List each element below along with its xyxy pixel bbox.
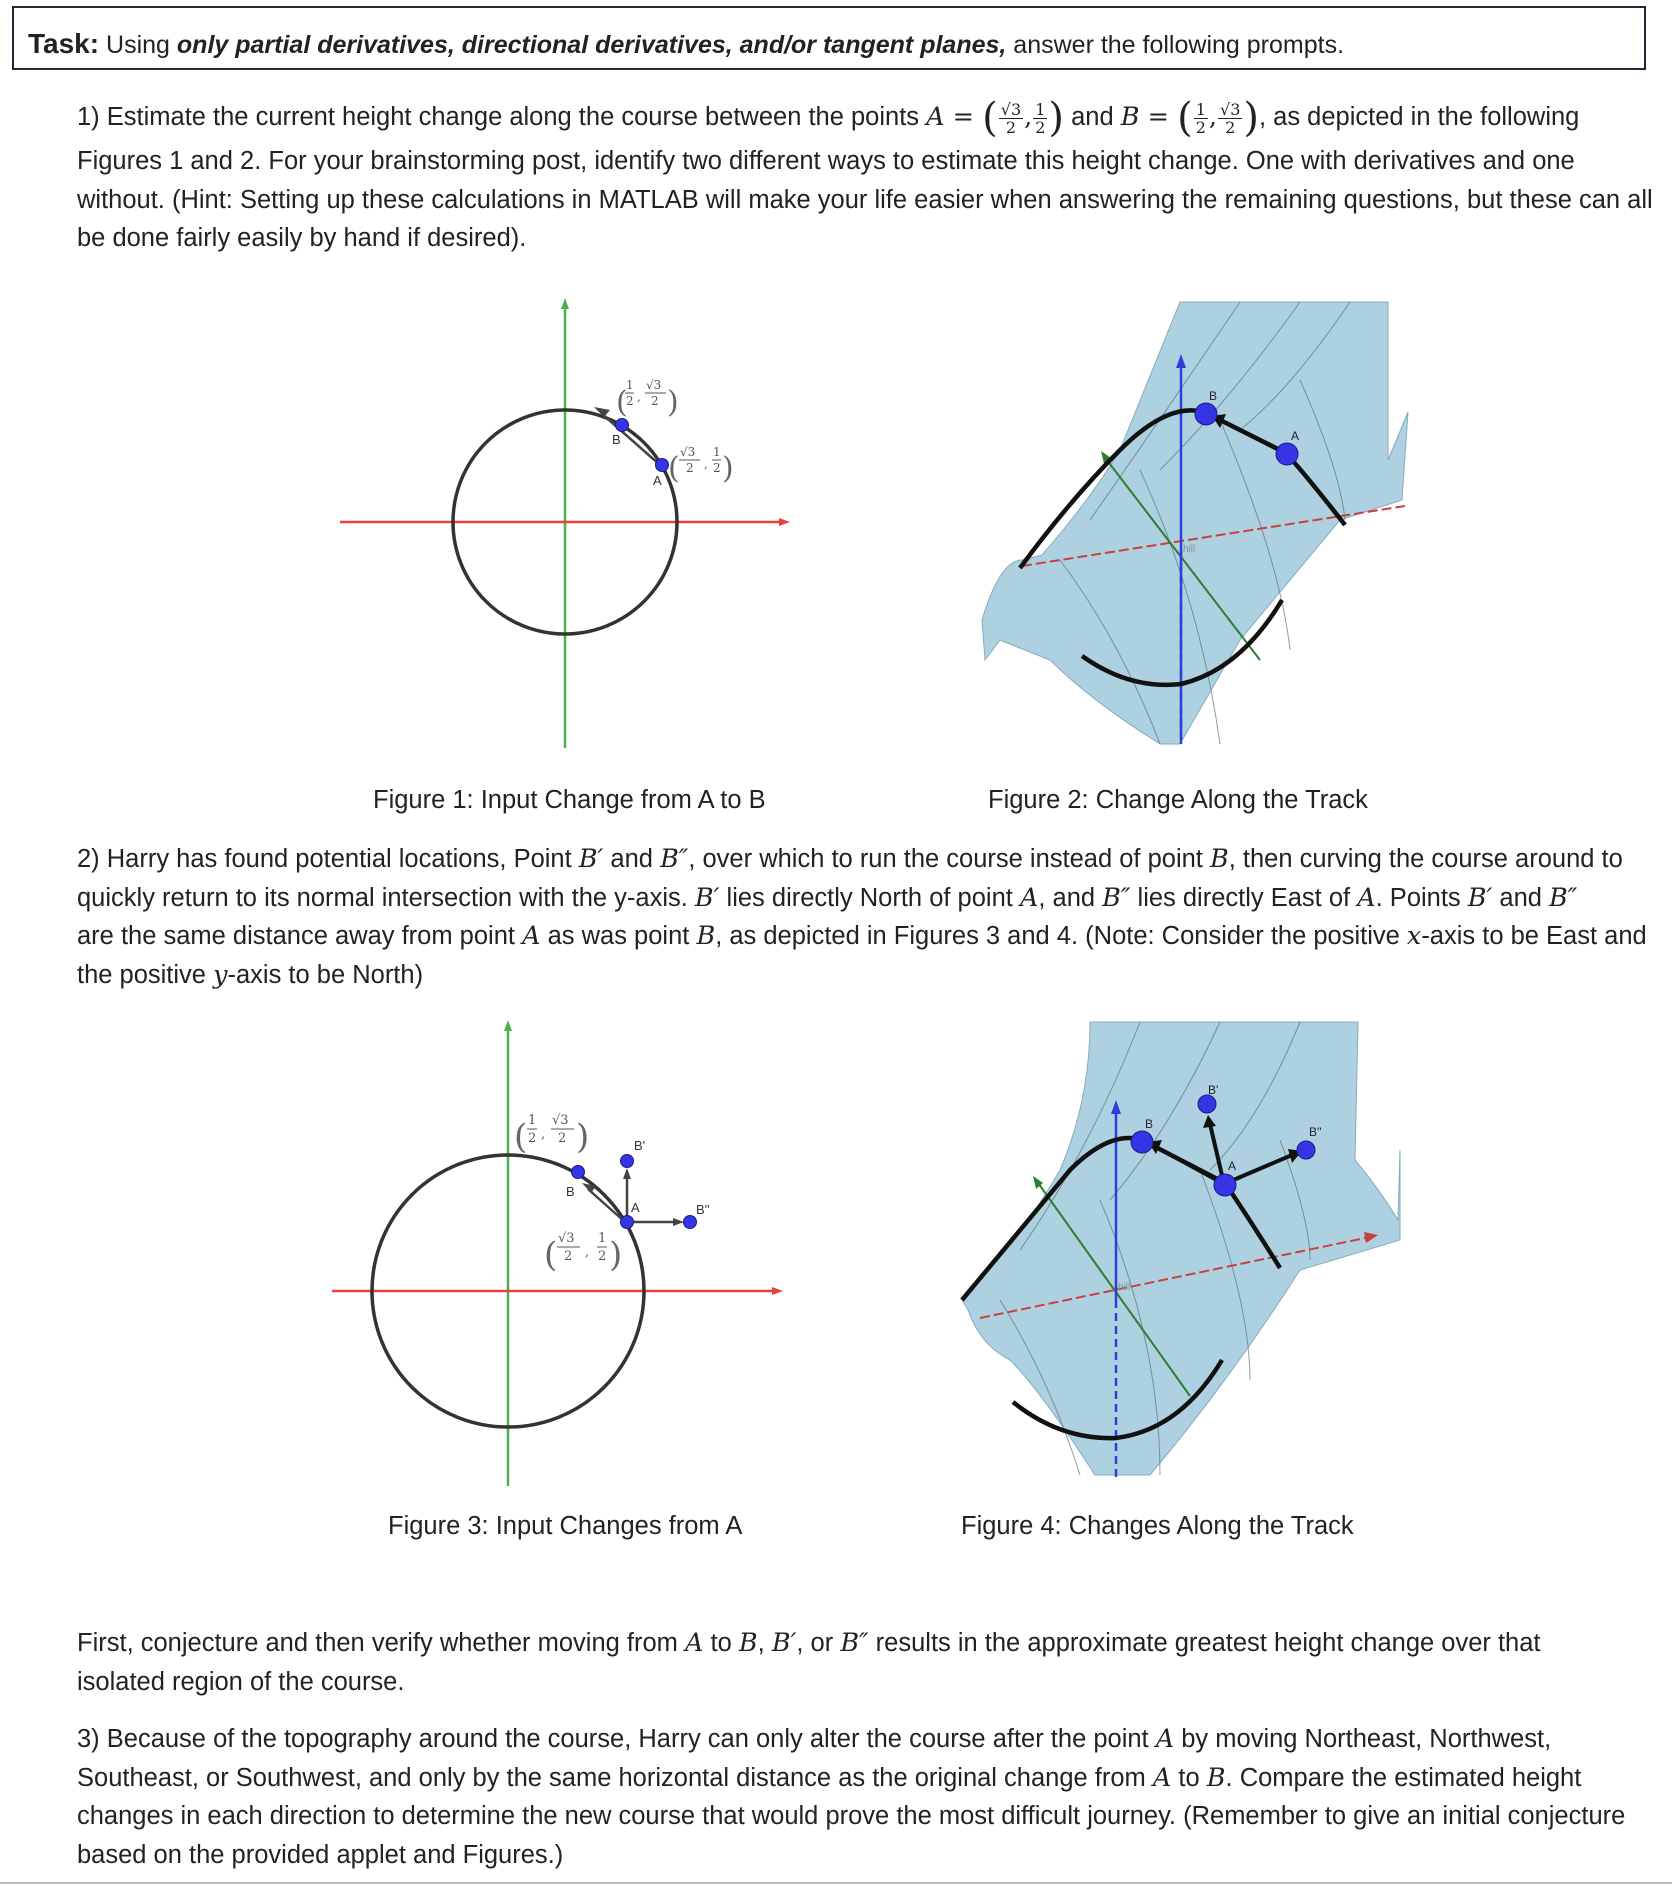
q2-line-2: quickly return to its normal intersection with the y-axis. B′ lies directly North of point A, and B″ lies directly East of A. Points B′ and B″	[77, 882, 1578, 913]
svg-text:(: (	[514, 1117, 528, 1157]
fig4-label-b: B	[1145, 1117, 1154, 1131]
task-label: Task:	[28, 28, 100, 59]
question-3	[77, 1720, 1657, 1874]
svg-text:√3: √3	[680, 445, 696, 459]
question-2-prompt	[77, 1624, 1657, 1701]
q3-line-3: changes in each direction to determine the new course that would prove the most difficult journey. (Remember to give an initial conjecture	[77, 1802, 1626, 1830]
q3-line-1: 3) Because of the topography around the course, Harry can only alter the course after the point A by moving Northeast, Northwest,	[77, 1724, 1552, 1754]
fig4-label-bp: B'	[1208, 1083, 1219, 1097]
svg-text:): )	[667, 385, 679, 420]
svg-text:2: 2	[528, 1131, 537, 1146]
svg-text:(: (	[616, 385, 628, 420]
fig1-label-a: A	[653, 473, 662, 488]
svg-text:,: ,	[541, 1127, 546, 1142]
svg-text:): )	[576, 1117, 590, 1157]
fig3-label-bp: B'	[634, 1138, 646, 1153]
q1-line-3: without. (Hint: Setting up these calculations in MATLAB will make your life easier when answering the remaining questions, but these can all	[77, 185, 1653, 214]
svg-text:1: 1	[626, 378, 634, 392]
fig3-label-bpp: B''	[696, 1202, 710, 1217]
fig4-caption: Figure 4: Changes Along the Track	[961, 1512, 1354, 1540]
task-post: answer the following prompts.	[1013, 31, 1345, 59]
task-emphasis: only partial derivatives, directional derivatives, and/or tangent planes,	[176, 31, 1007, 59]
q3-line-2: Southeast, or Southwest, and only by the same horizontal distance as the original change from A to B. Compare the estimated height	[77, 1762, 1582, 1793]
svg-text:,: ,	[704, 457, 708, 471]
fig4-label-bpp: B''	[1309, 1125, 1322, 1139]
svg-text:2: 2	[564, 1249, 573, 1264]
q2-line-4: the positive y-axis to be North)	[77, 959, 424, 990]
svg-text:): )	[609, 1235, 623, 1275]
svg-text:,: ,	[637, 390, 641, 404]
svg-text:2: 2	[713, 461, 721, 475]
fig2-label-a: A	[1291, 429, 1300, 443]
q3-line-4: based on the provided applet and Figures.)	[77, 1840, 564, 1869]
svg-text:(: (	[544, 1235, 558, 1275]
fig4-point-bp	[1198, 1095, 1216, 1113]
svg-text:2: 2	[651, 394, 659, 408]
fig3-label-b: B	[566, 1184, 575, 1199]
fig2-hill-label: hill	[1183, 544, 1196, 555]
svg-text:√3: √3	[646, 378, 662, 392]
svg-text:1: 1	[598, 1231, 607, 1246]
svg-text:√3: √3	[552, 1113, 569, 1128]
fig4-label-a: A	[1228, 1159, 1237, 1173]
svg-text:(: (	[668, 451, 680, 486]
svg-text:2: 2	[626, 394, 634, 408]
q2-prompt-line-1: First, conjecture and then verify whether moving from A to B, B′, or B″ results in the approximate greatest height change over that	[77, 1628, 1541, 1658]
q1-line-2: Figures 1 and 2. For your brainstorming post, identify two different ways to estimate this height change. One with derivatives and one	[77, 147, 1575, 175]
fig4-point-a	[1214, 1174, 1236, 1196]
fig2-caption: Figure 2: Change Along the Track	[988, 786, 1368, 814]
svg-text:2: 2	[558, 1131, 567, 1146]
fig4-point-bpp	[1297, 1141, 1315, 1159]
svg-text:2: 2	[598, 1249, 607, 1264]
q2-line-3: are the same distance away from point A as was point B, as depicted in Figures 3 and 4. (Note: Consider the positive x-axis to be East and	[77, 921, 1647, 951]
fig4-point-b	[1131, 1131, 1153, 1153]
svg-text:√3: √3	[558, 1231, 575, 1246]
fig1-label-b: B	[612, 432, 621, 447]
q2-line-1: 2) Harry has found potential locations, Point B′ and B″, over which to run the course instead of point B, then curving the course around to	[77, 844, 1623, 874]
q1-line-1: 1) Estimate the current height change along the course between the points A = ( $\frac{√3}{2}$ , $\frac{1}{2}$ ) and B = ( $\frac{1}{2}$ , $\frac{√3}{2}$ ), as depicted in the following	[77, 95, 1580, 142]
svg-text:2: 2	[686, 461, 694, 475]
q2-prompt-line-2: isolated region of the course.	[77, 1667, 405, 1696]
svg-text:,: ,	[585, 1245, 590, 1260]
bottom-divider	[0, 1882, 1672, 1884]
task-pre: Using	[106, 31, 170, 59]
svg-text:): )	[722, 451, 734, 486]
fig4-hill-label: hill	[1118, 1282, 1131, 1293]
fig3-label-a: A	[631, 1200, 640, 1215]
fig3-caption: Figure 3: Input Changes from A	[388, 1512, 743, 1540]
svg-text:1: 1	[713, 445, 721, 459]
fig2-label-b: B	[1209, 389, 1218, 403]
fig1-caption: Figure 1: Input Change from A to B	[373, 786, 766, 814]
q1-line-4: be done fairly easily by hand if desired).	[77, 224, 527, 252]
svg-text:1: 1	[528, 1113, 537, 1128]
